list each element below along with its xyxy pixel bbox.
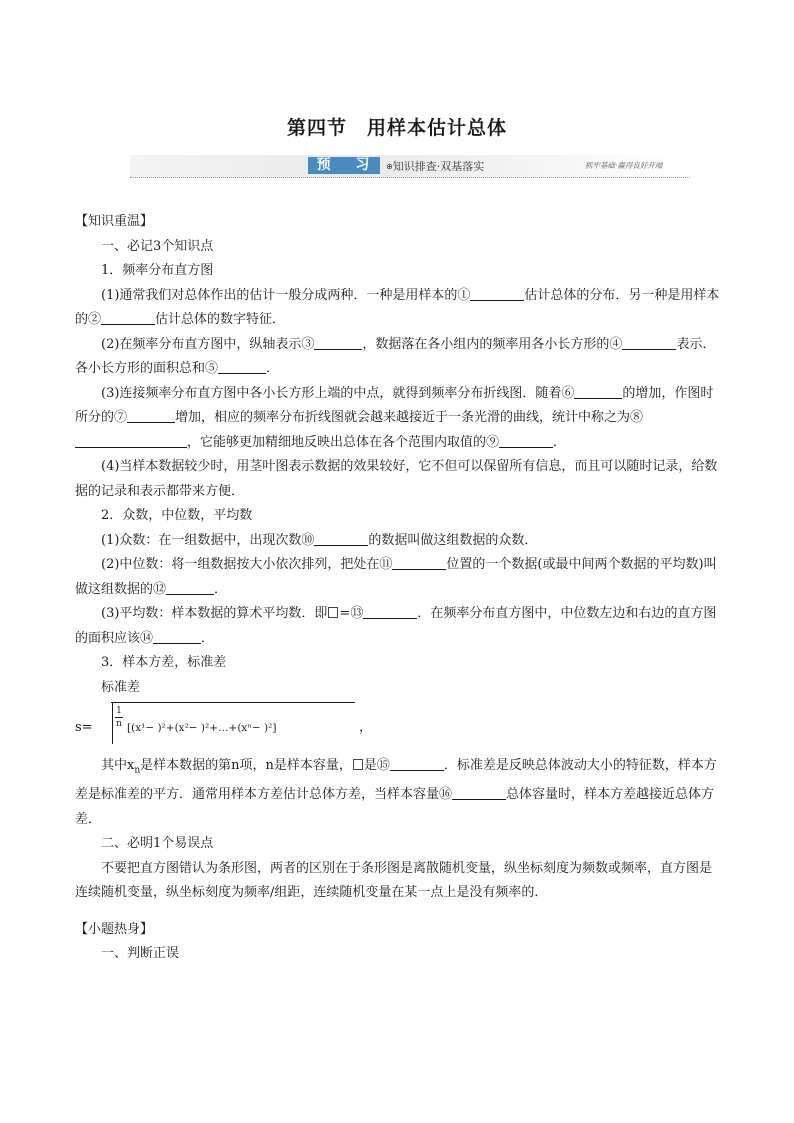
heading-histogram: 1．频率分布直方图 <box>101 263 214 278</box>
formula-lhs: s= <box>75 720 93 735</box>
blank-14[interactable] <box>153 629 201 644</box>
blank-13[interactable] <box>363 604 417 619</box>
paragraph-4: (4)当样本数据较少时，用茎叶图表示数据的效果较好，它不但可以保留所有信息，而且可以随时记录，给数据的记录和表示都带来方便． <box>75 459 718 499</box>
blank-15[interactable] <box>390 756 444 771</box>
paragraph-mode: (1)众数：在一组数据中，出现次数⑩ 的数据叫做这组数据的众数． <box>101 532 538 548</box>
banner-subtitle: ⊕知识排查·双基落实 <box>386 160 485 173</box>
bullet-icon: ⊕ <box>386 162 393 171</box>
x-bar-symbol <box>328 607 338 618</box>
blank-9[interactable] <box>499 433 553 448</box>
heading-mode-median-mean: 2．众数，中位数，平均数 <box>101 508 253 523</box>
banner-label: 预 习 <box>308 157 380 174</box>
paragraph-variance: 其中$x_n$是样本数据的第n项，n是样本容量， 是⑮ ．标准差是反映总体波动大小的特征数，样本方差是标准差的平方．通常用样本方差估计总体方差，当样本容量⑯ 总体容量时，样本方差越接近总体方差． <box>75 758 717 827</box>
banner-slogan: 抓牢基础·赢得良好开端 <box>585 161 663 170</box>
blank-7[interactable] <box>127 408 175 423</box>
paragraph-2: (2)在频率分布直方图中，纵轴表示③ ，数据落在各小组内的频率用各小长方形的④ 表示．各小长方形的面积总和⑤ ． <box>75 336 716 376</box>
label-std-dev: 标准差 <box>101 679 141 695</box>
blank-8[interactable] <box>75 433 187 448</box>
page-title: 第四节 用样本估计总体 <box>286 117 507 139</box>
blank-11[interactable] <box>392 555 446 570</box>
heading-review: 【知识重温】 <box>75 214 154 229</box>
blank-1[interactable] <box>470 286 524 301</box>
paragraph-mean: (3)平均数：样本数据的算术平均数．即 =⑬ ．在频率分布直方图中，中位数左边和右边的直方图的面积应该⑭ ． <box>75 606 717 646</box>
heading-warmup: 【小题热身】 <box>75 921 154 937</box>
blank-2[interactable] <box>101 310 155 325</box>
section-banner <box>130 155 690 178</box>
blank-3[interactable] <box>314 335 362 350</box>
blank-6[interactable] <box>574 384 622 399</box>
heading-part2: 二、必明1个易误点 <box>101 836 214 852</box>
paragraph-1: (1)通常我们对总体作出的估计一般分成两种．一种是用样本的① 估计总体的分布．另一种是用样本的② 估计总体的数字特征． <box>75 287 720 327</box>
paragraph-note: 不要把直方图错认为条形图，两者的区别在于条形图是离散随机变量，纵坐标刻度为频数或频率，直方图是连续随机变量，纵坐标刻度为频率/组距，连续随机变量在某一点上是没有频率的． <box>75 860 713 901</box>
blank-16[interactable] <box>452 785 506 800</box>
formula-tail: ， <box>359 720 373 735</box>
blank-4[interactable] <box>622 335 676 350</box>
formula-body: [(x¹− )²+(x²− )²+…+(xⁿ− )²] <box>127 722 277 734</box>
document-body <box>75 210 720 967</box>
heading-part1: 一、必记3个知识点 <box>101 238 214 254</box>
blank-10[interactable] <box>314 531 368 546</box>
std-dev-formula <box>75 702 720 748</box>
blank-5[interactable] <box>218 359 266 374</box>
formula-fraction: 1 n <box>116 706 122 729</box>
heading-variance: 3．样本方差，标准差 <box>101 655 227 670</box>
paragraph-median: (2)中位数：将一组数据按大小依次排列，把处在⑪ 位置的一个数据(或最中间两个数据的平均数)叫做这组数据的⑫ ． <box>75 557 717 597</box>
blank-12[interactable] <box>166 580 214 595</box>
paragraph-3: (3)连接频率分布直方图中各小长方形上端的中点，就得到频率分布折线图．随着⑥ 的增加，作图时所分的⑦ 增加，相应的频率分布折线图就会越来越接近于一条光滑的曲线，统计中称之为⑧，它能够更加精细地反映出总体在各个范围内取值的⑨ ． <box>75 385 714 450</box>
heading-judge: 一、判断正误 <box>101 946 180 962</box>
x-bar-symbol <box>353 759 363 770</box>
